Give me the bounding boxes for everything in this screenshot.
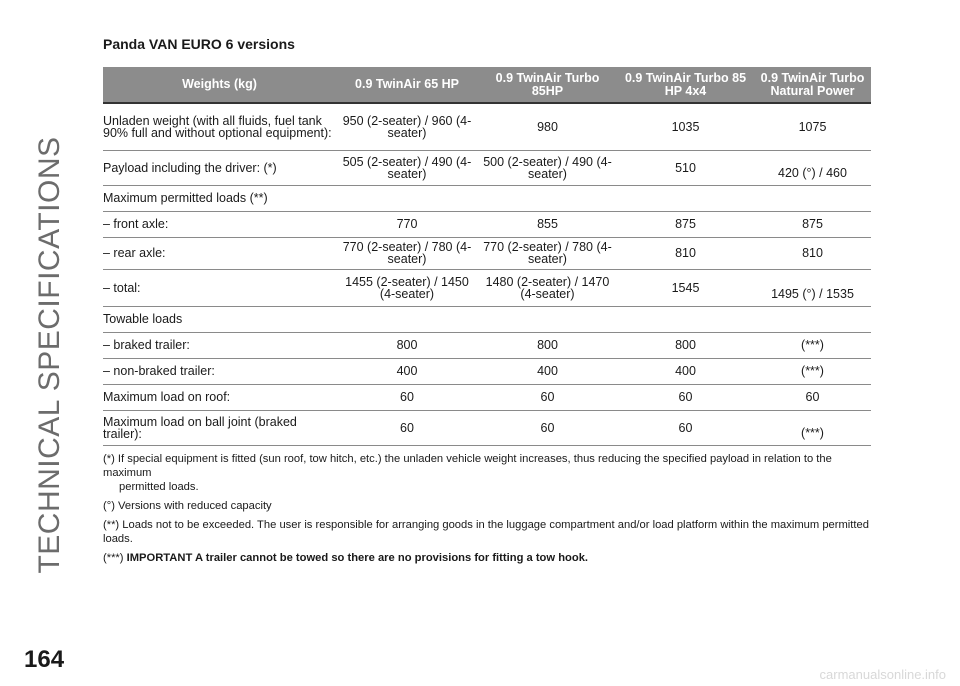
- column-header: 0.9 TwinAir Turbo 85 HP 4x4: [617, 67, 754, 103]
- row-label: Towable loads: [103, 306, 336, 332]
- table-cell: 400: [336, 358, 478, 384]
- table-cell: 875: [754, 211, 871, 237]
- table-row: [103, 103, 871, 150]
- table-cell: 420 (°) / 460: [754, 150, 871, 185]
- footnote-text-continued: permitted loads.: [119, 480, 199, 493]
- table-row: [103, 410, 871, 445]
- table-cell: 800: [336, 332, 478, 358]
- table-cell: 505 (2-seater) / 490 (4-seater): [336, 150, 478, 185]
- side-section-title: TECHNICAL SPECIFICATIONS: [33, 136, 66, 574]
- table-cell: [336, 306, 478, 332]
- weights-table: [103, 67, 871, 446]
- table-cell: 60: [478, 384, 617, 410]
- footnote-marker: (**): [103, 518, 120, 531]
- table-cell: 60: [617, 410, 754, 445]
- table-cell: (***): [754, 410, 871, 445]
- table-cell: 770 (2-seater) / 780 (4-seater): [336, 237, 478, 269]
- section-title: Panda VAN EURO 6 versions: [103, 36, 295, 52]
- table-cell: [617, 185, 754, 211]
- table-cell: [754, 306, 871, 332]
- table-header-row: [103, 67, 871, 103]
- row-label: Maximum load on ball joint (braked trailer):: [103, 410, 336, 445]
- table-cell: 500 (2-seater) / 490 (4-seater): [478, 150, 617, 185]
- table-cell: 510: [617, 150, 754, 185]
- row-label: Payload including the driver: (*): [103, 150, 336, 185]
- column-header: 0.9 TwinAir Turbo 85HP: [478, 67, 617, 103]
- footnote: [103, 499, 871, 513]
- table-cell: 1495 (°) / 1535: [754, 269, 871, 306]
- table-cell: 800: [617, 332, 754, 358]
- table-row: [103, 384, 871, 410]
- footnote-marker: (*): [103, 452, 115, 465]
- table-cell: 855: [478, 211, 617, 237]
- footnote-text: If special equipment is fitted (sun roof, tow hitch, etc.) the unladen vehicle weight increases, thus reducing the specified payload in relation to the maximum: [103, 452, 832, 479]
- row-label: – rear axle:: [103, 237, 336, 269]
- footnote-marker: (***): [103, 551, 124, 564]
- row-label: – non-braked trailer:: [103, 358, 336, 384]
- table-cell: 875: [617, 211, 754, 237]
- spec-content: [103, 36, 871, 570]
- footnote: [103, 518, 871, 546]
- table-cell: 60: [478, 410, 617, 445]
- table-cell: 810: [617, 237, 754, 269]
- table-cell: 800: [478, 332, 617, 358]
- row-label: Maximum load on roof:: [103, 384, 336, 410]
- table-row: [103, 150, 871, 185]
- row-label: – total:: [103, 269, 336, 306]
- table-cell: 1035: [617, 103, 754, 150]
- table-row: [103, 269, 871, 306]
- footnote-marker: (°): [103, 499, 115, 512]
- footnotes: [103, 452, 871, 565]
- table-cell: [754, 185, 871, 211]
- table-cell: 980: [478, 103, 617, 150]
- footnote-text: Versions with reduced capacity: [118, 499, 272, 512]
- row-label: – braked trailer:: [103, 332, 336, 358]
- footnote: [103, 452, 871, 494]
- table-cell: 770: [336, 211, 478, 237]
- footer-watermark: carmanualsonline.info: [819, 667, 946, 682]
- row-label: Unladen weight (with all fluids, fuel tank 90% full and without optional equipment):: [103, 103, 336, 150]
- table-cell: [336, 185, 478, 211]
- column-header: 0.9 TwinAir 65 HP: [336, 67, 478, 103]
- table-row: [103, 332, 871, 358]
- table-cell: 1545: [617, 269, 754, 306]
- table-row: [103, 185, 871, 211]
- footnote: [103, 551, 871, 565]
- table-cell: 400: [617, 358, 754, 384]
- row-label: Maximum permitted loads (**): [103, 185, 336, 211]
- table-cell: (***): [754, 358, 871, 384]
- footnote-text: Loads not to be exceeded. The user is responsible for arranging goods in the luggage compartment and/or load platform within the maximum permitted loads.: [103, 518, 869, 545]
- table-row: [103, 358, 871, 384]
- table-cell: 60: [336, 384, 478, 410]
- table-cell: 1480 (2-seater) / 1470 (4-seater): [478, 269, 617, 306]
- table-cell: 60: [336, 410, 478, 445]
- table-cell: (***): [754, 332, 871, 358]
- table-cell: 1455 (2-seater) / 1450 (4-seater): [336, 269, 478, 306]
- table-cell: 810: [754, 237, 871, 269]
- table-cell: 770 (2-seater) / 780 (4-seater): [478, 237, 617, 269]
- important-notice: IMPORTANT A trailer cannot be towed so there are no provisions for fitting a tow hook.: [126, 551, 589, 564]
- column-header: 0.9 TwinAir Turbo Natural Power: [754, 67, 871, 103]
- table-cell: 60: [754, 384, 871, 410]
- table-row: [103, 211, 871, 237]
- table-row: [103, 306, 871, 332]
- table-cell: 60: [617, 384, 754, 410]
- table-cell: [478, 306, 617, 332]
- table-cell: [617, 306, 754, 332]
- table-row: [103, 237, 871, 269]
- column-header: Weights (kg): [103, 67, 336, 103]
- page-number: 164: [24, 646, 65, 673]
- table-cell: 950 (2-seater) / 960 (4-seater): [336, 103, 478, 150]
- table-cell: 400: [478, 358, 617, 384]
- table-cell: 1075: [754, 103, 871, 150]
- table-cell: [478, 185, 617, 211]
- row-label: – front axle:: [103, 211, 336, 237]
